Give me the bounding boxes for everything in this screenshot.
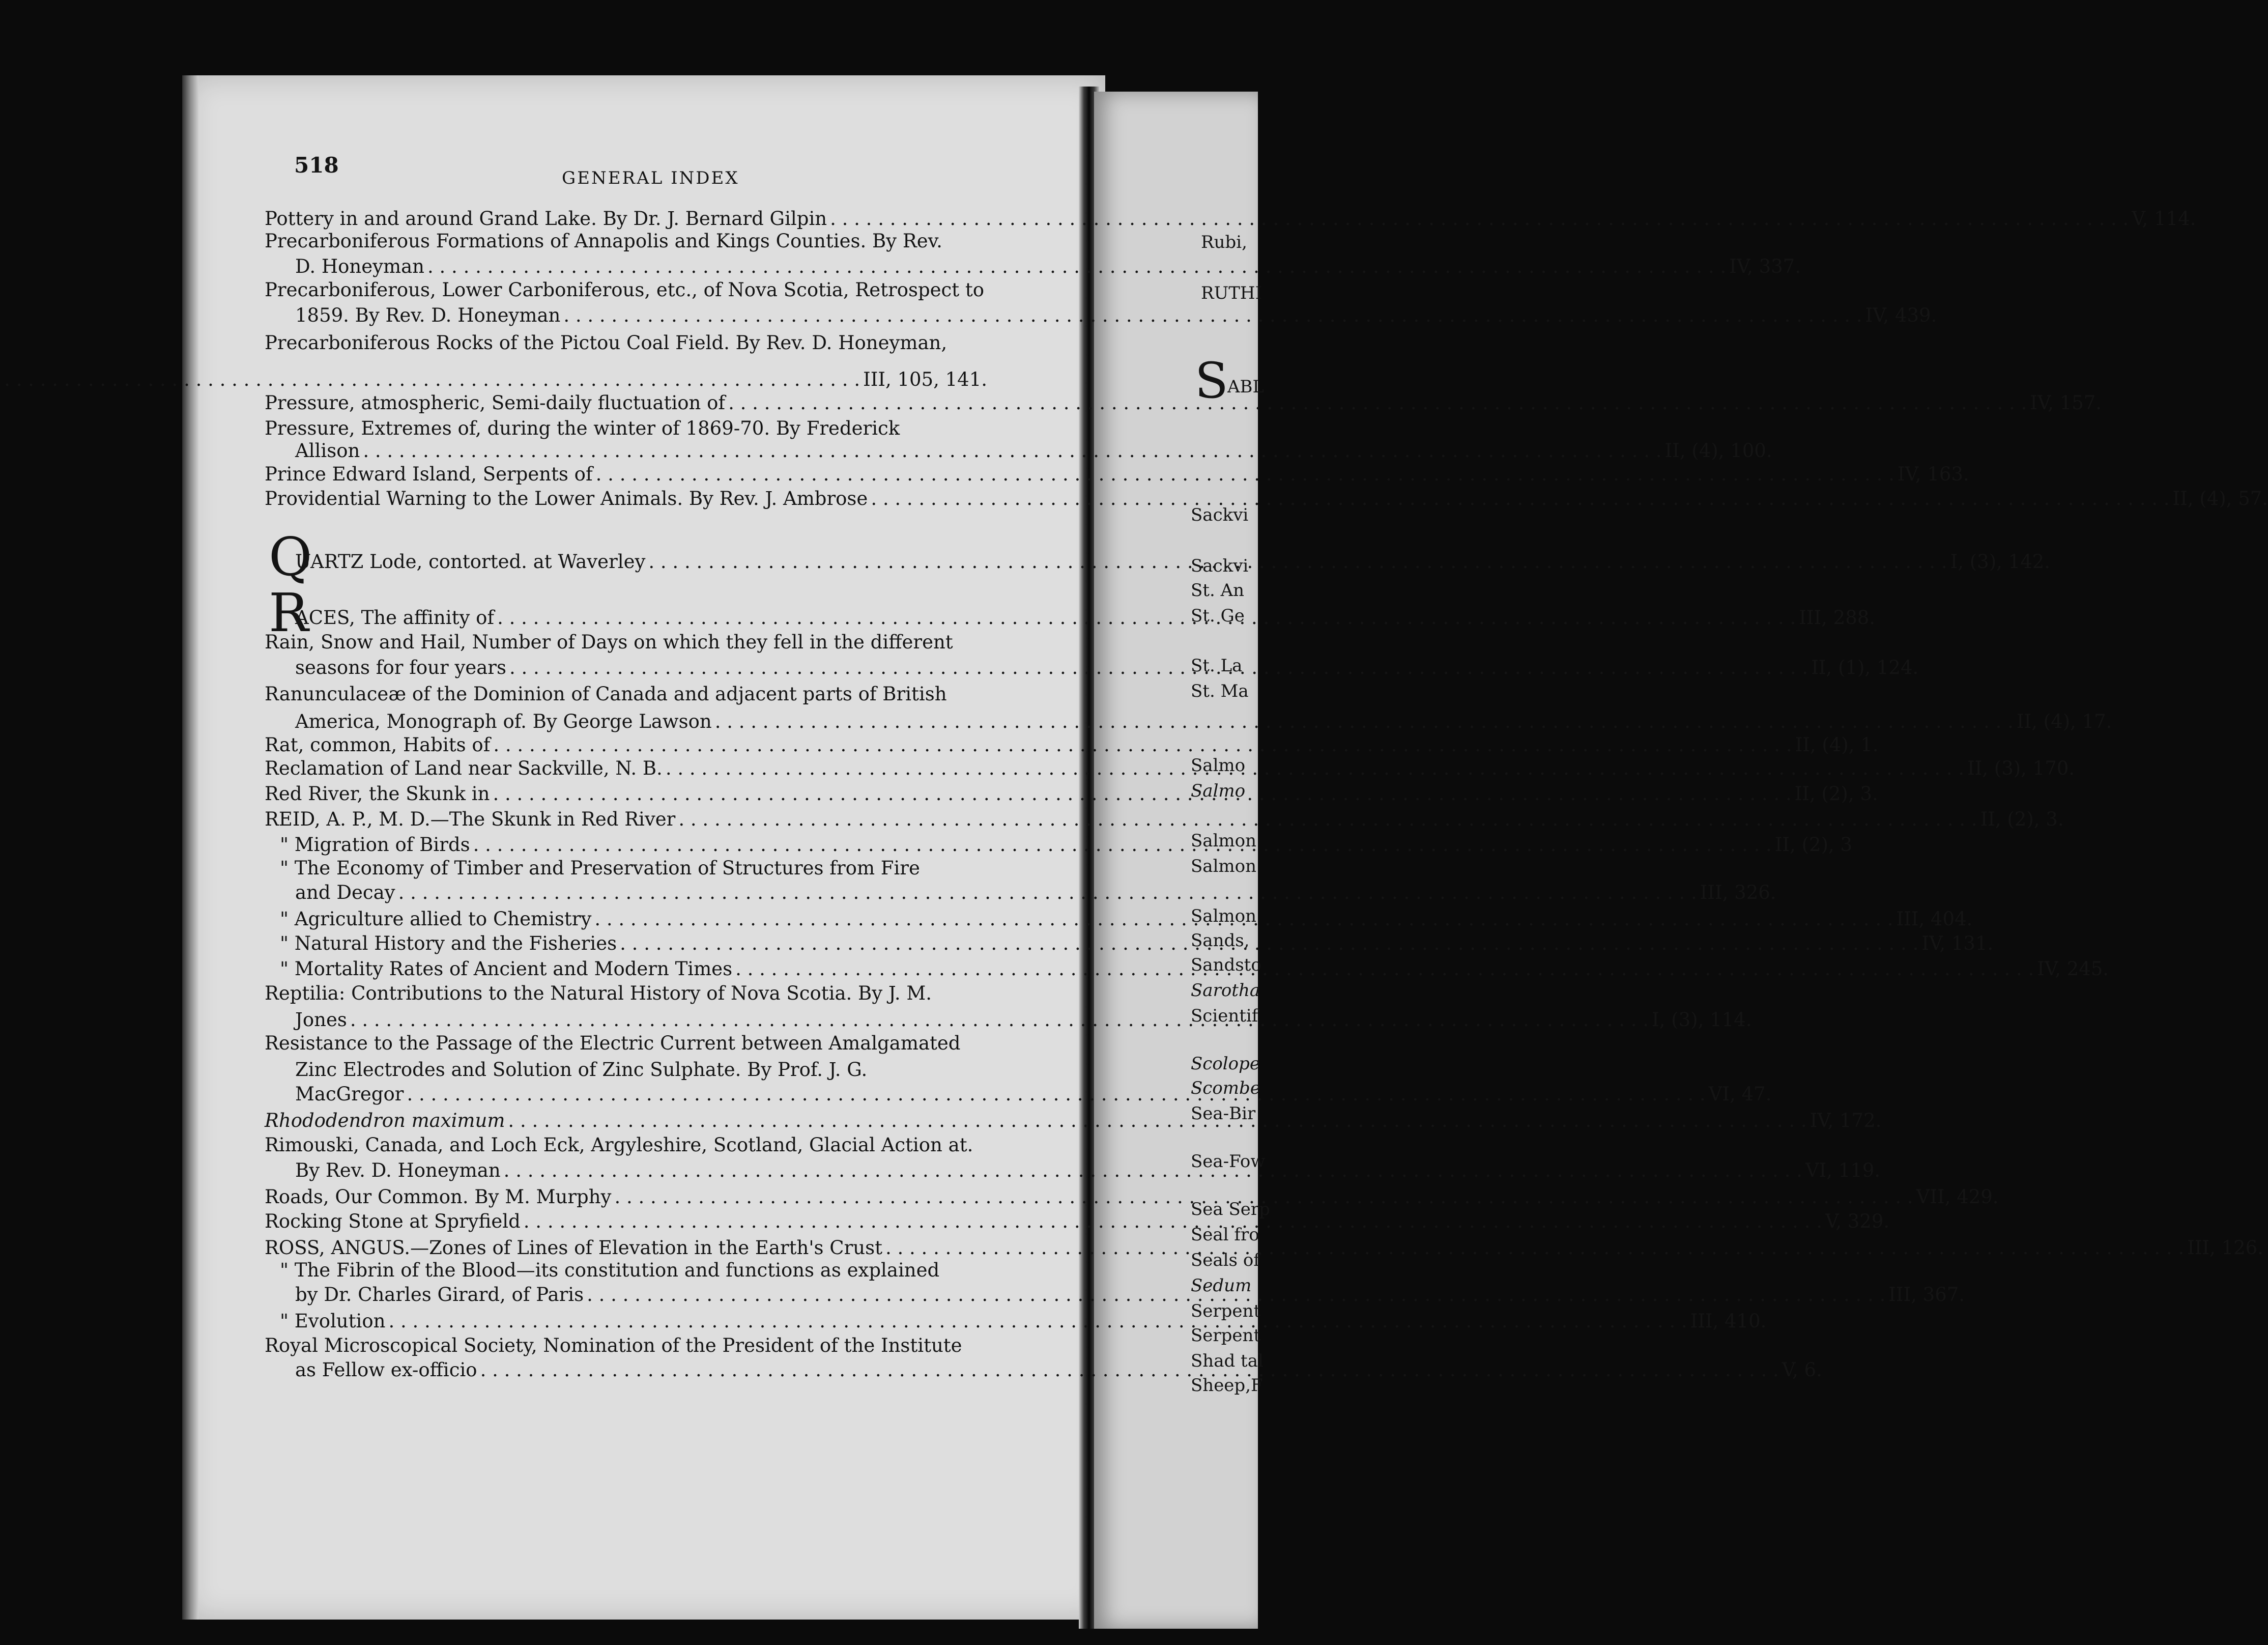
index-entry (265, 488, 2268, 510)
right-page-fragment: Sarotha (1191, 980, 1260, 1001)
right-page-fragment: Scombe (1191, 1078, 1260, 1098)
leader-dots (645, 551, 1950, 573)
right-page-fragment: Scolope (1191, 1054, 1260, 1074)
right-page-fragment: ABL (1227, 377, 1265, 397)
entry-reference: V, 6. (1782, 1359, 1822, 1381)
entry-title: Allison (295, 440, 360, 462)
entry-title: Pottery in and around Grand Lake. By Dr. J. Bernard Gilpin (265, 208, 827, 230)
leader-dots (490, 734, 1795, 756)
running-head: GENERAL INDEX (562, 168, 739, 188)
right-page-fragment: Sedum (1191, 1275, 1252, 1296)
index-entry (265, 392, 2102, 414)
index-entry (265, 1210, 1890, 1233)
right-page-fragment: Serpent (1191, 1325, 1261, 1346)
index-entry (265, 208, 2196, 230)
leader-dots (505, 1110, 1810, 1132)
leader-dots (494, 607, 1799, 629)
entry-reference: I, (3), 114. (1652, 1009, 1752, 1031)
right-page-fragment: St. An (1191, 580, 1245, 601)
book-spine-shadow (182, 75, 198, 1620)
leader-dots (827, 208, 2132, 230)
index-entry (280, 1259, 987, 1282)
index-entry (295, 304, 1937, 327)
index-entry (295, 711, 2112, 733)
entry-reference: IV, 163. (1897, 463, 1969, 485)
index-entry (265, 332, 987, 354)
index-entry (265, 1134, 987, 1156)
entry-title: Resistance to the Passage of the Electric Current between Amalgamated (265, 1032, 961, 1054)
leader-dots (347, 1009, 1652, 1031)
entry-title: " The Fibrin of the Blood—its constitution and functions as explained (280, 1259, 940, 1281)
index-entry (295, 1059, 987, 1081)
leader-dots (521, 1210, 1825, 1233)
entry-reference: IV, 131. (1921, 932, 1994, 954)
entry-reference: III, 326. (1700, 882, 1776, 903)
index-entry (265, 417, 987, 440)
entry-title: Rimouski, Canada, and Loch Eck, Argyleshire, Scotland, Glacial Action at. (265, 1134, 973, 1156)
entry-reference: III, 105, 141. (863, 368, 987, 390)
leader-dots (470, 834, 1775, 856)
entry-title: Rat, common, Habits of (265, 734, 491, 756)
leader-dots (663, 757, 1967, 780)
entry-reference: V, 114. (2132, 208, 2196, 230)
entry-reference: II, (3), 170. (1967, 757, 2075, 779)
leader-dots (404, 1083, 1708, 1105)
right-page-fragment: St. Ma (1191, 681, 1249, 701)
leader-dots (477, 1359, 1782, 1381)
right-page-fragment: Salmo (1191, 781, 1246, 801)
index-entry (265, 279, 987, 301)
entry-title: ROSS, ANGUS.—Zones of Lines of Elevation in the Earth's Crust (265, 1237, 882, 1259)
index-entry (265, 230, 987, 252)
index-entry (265, 808, 2064, 831)
entry-reference: VI, 47. (1708, 1083, 1772, 1105)
entry-title: Reptilia: Contributions to the Natural History of Nova Scotia. By J. M. (265, 982, 932, 1004)
entry-reference: VI, 119. (1805, 1159, 1881, 1181)
entry-reference: IV, 245. (2037, 958, 2109, 980)
entry-title: 1859. By Rev. D. Honeyman (295, 304, 561, 326)
entry-title: ACES, The affinity of (295, 607, 495, 629)
right-page-fragment: Rubi, (1201, 232, 1247, 252)
entry-title: seasons for four years (295, 657, 506, 678)
entry-title: " Mortality Rates of Ancient and Modern Times (280, 958, 733, 980)
index-entry (295, 440, 1772, 462)
entry-reference: IV, 337. (1729, 256, 1801, 277)
entry-title: Zinc Electrodes and Solution of Zinc Sulphate. By Prof. J. G. (295, 1059, 868, 1081)
leader-dots (0, 368, 863, 391)
entry-reference: III, 126. (2187, 1237, 2263, 1259)
entry-reference: VII, 429. (1916, 1186, 1999, 1208)
leader-dots (617, 932, 1921, 955)
entry-reference: I, (3), 142. (1950, 551, 2051, 573)
entry-reference: IV, 439. (1865, 304, 1937, 326)
leader-dots (424, 256, 1729, 278)
leader-dots (732, 958, 2037, 980)
right-page-fragment: Salmon (1191, 831, 1257, 851)
right-page-fragment: Sea-Fow (1191, 1151, 1266, 1172)
leader-dots (490, 783, 1794, 805)
index-entry (295, 256, 1801, 278)
index-entry (265, 463, 1969, 486)
index-entry (265, 1186, 1999, 1208)
right-page-fragment: St. La (1191, 656, 1243, 676)
right-page-fragment: Salmon (1191, 856, 1257, 876)
entry-title: MacGregor (295, 1083, 404, 1105)
entry-reference: III, 410. (1690, 1310, 1767, 1332)
entry-reference: V, 329. (1825, 1210, 1890, 1232)
right-page-fragment: Seals of (1191, 1250, 1260, 1270)
entry-reference: II, (4), 1. (1795, 734, 1879, 756)
entry-title: Prince Edward Island, Serpents of (265, 463, 593, 485)
leader-dots (868, 488, 2172, 510)
entry-title: Pressure, atmospheric, Semi-daily fluctuation of (265, 392, 726, 414)
entry-title: UARTZ Lode, contorted. at Waverley (295, 551, 646, 573)
entry-title: Precarboniferous Formations of Annapolis and Kings Counties. By Rev. (265, 230, 942, 252)
index-entry (265, 1032, 987, 1055)
leader-dots (395, 882, 1700, 904)
entry-title: " The Economy of Timber and Preservation of Structures from Fire (280, 857, 920, 879)
index-entry (295, 882, 1776, 904)
entry-reference: II, (2), 3 (1774, 834, 1853, 856)
right-page-fragment: Shad tal (1191, 1351, 1264, 1371)
right-page-fragment: Seal fro (1191, 1225, 1259, 1245)
index-entry (265, 683, 987, 705)
leader-dots (560, 304, 1865, 327)
entry-reference: II, (1), 124. (1811, 657, 1919, 678)
index-entry (280, 857, 987, 880)
entry-title: Rocking Stone at Spryfield (265, 1210, 521, 1232)
entry-title: Ranunculaceæ of the Dominion of Canada and adjacent parts of British (265, 683, 947, 705)
entry-title: Providential Warning to the Lower Animals. By Rev. J. Ambrose (265, 488, 868, 509)
entry-title: Rain, Snow and Hail, Number of Days on which they fell in the different (265, 631, 953, 653)
entry-reference: IV, 157. (2030, 392, 2102, 414)
right-page-fragment: Salmo (1191, 755, 1246, 776)
leader-dots (882, 1237, 2187, 1259)
right-page-fragment: St. Ge (1191, 606, 1245, 626)
entry-title: Red River, the Skunk in (265, 783, 490, 805)
entry-reference: II, (4), 100. (1664, 440, 1772, 462)
entry-reference: II, (2), 3. (1794, 783, 1878, 805)
entry-reference: II, (4), 17. (2016, 711, 2112, 732)
index-entry (265, 368, 987, 391)
right-page-fragment: RUTHI (1201, 283, 1262, 303)
entry-title: Precarboniferous, Lower Carboniferous, etc., of Nova Scotia, Retrospect to (265, 279, 985, 301)
entry-title: " Evolution (280, 1310, 386, 1332)
entry-title: Royal Microscopical Society, Nomination of the President of the Institute (265, 1335, 962, 1356)
entry-title: as Fellow ex-officio (295, 1359, 477, 1381)
right-page-dropcap: S (1195, 352, 1228, 409)
leader-dots (385, 1310, 1690, 1332)
entry-title: Precarboniferous Rocks of the Pictou Coal Field. By Rev. D. Honeyman, (265, 332, 948, 354)
leader-dots (725, 392, 2030, 414)
leader-dots (675, 808, 1980, 831)
entry-title: By Rev. D. Honeyman (295, 1159, 501, 1181)
leader-dots (360, 440, 1664, 462)
index-entry (265, 1237, 2263, 1259)
drop-capital: R (269, 582, 309, 644)
entry-title: Pressure, Extremes of, during the winter of 1869-70. By Frederick (265, 417, 900, 439)
right-page-fragment: Sands, (1191, 930, 1250, 951)
right-page-fragment: Serpent (1191, 1301, 1261, 1321)
right-page-fragment: Sheep,F (1191, 1375, 1263, 1396)
entry-reference: III, 288. (1799, 607, 1876, 629)
drop-capital: Q (269, 526, 312, 588)
entry-title: Reclamation of Land near Sackville, N. B. (265, 757, 663, 779)
entry-title: D. Honeyman (295, 256, 425, 277)
right-page-fragment: Sea-Bir (1191, 1103, 1256, 1124)
entry-reference: IV, 172. (1810, 1110, 1882, 1131)
page-number: 518 (294, 153, 339, 178)
entry-title: " Agriculture allied to Chemistry (280, 908, 592, 930)
entry-title: Rhododendron maximum (265, 1110, 505, 1131)
entry-title: REID, A. P., M. D.—The Skunk in Red River (265, 808, 676, 830)
index-entry (265, 982, 987, 1005)
entry-title: Roads, Our Common. By M. Murphy (265, 1186, 612, 1208)
right-page-fragment: Sandsto (1191, 955, 1261, 975)
right-page-fragment: Salmon (1191, 906, 1257, 926)
entry-title: by Dr. Charles Girard, of Paris (295, 1284, 584, 1306)
right-page-fragment: Sackvi (1191, 556, 1249, 576)
entry-reference: III, 404. (1896, 908, 1973, 930)
entry-title: Jones (295, 1009, 347, 1031)
leader-dots (501, 1159, 1805, 1182)
right-page-fragment: Scientif (1191, 1006, 1258, 1026)
leader-dots (712, 711, 2017, 733)
index-entry (265, 1335, 987, 1357)
index-entry (265, 734, 1879, 756)
entry-title: and Decay (295, 882, 395, 903)
right-page-fragment: Sea Serp (1191, 1199, 1270, 1219)
right-page-fragment: Sackvi (1191, 505, 1249, 525)
index-entry (265, 631, 987, 654)
entry-title: America, Monograph of. By George Lawson (295, 711, 712, 732)
entry-reference: II, (2), 3. (1980, 808, 2064, 830)
leader-dots (506, 657, 1811, 679)
entry-title: " Migration of Birds (280, 834, 470, 856)
entry-reference: III, 367. (1888, 1284, 1965, 1306)
leader-dots (593, 463, 1898, 486)
entry-title: " Natural History and the Fisheries (280, 932, 617, 954)
entry-reference: II, (4), 57. (2172, 488, 2268, 509)
